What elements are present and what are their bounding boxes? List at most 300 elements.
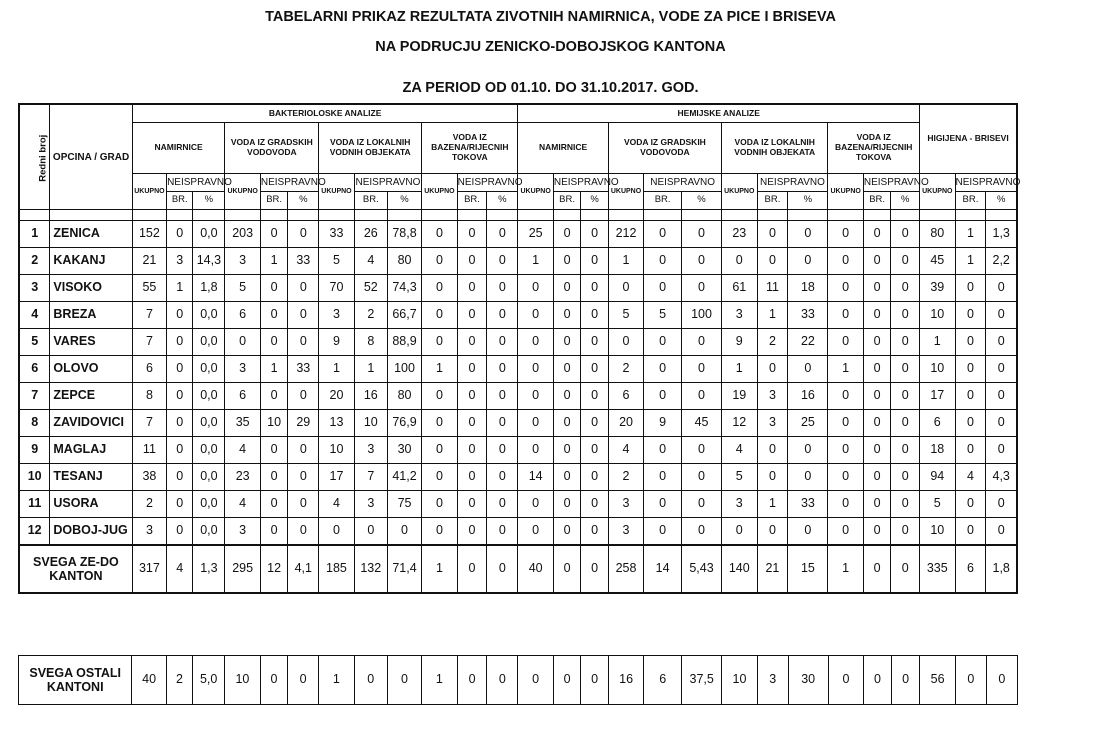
value-cell: 21: [132, 248, 166, 275]
value-cell: 0: [518, 302, 553, 329]
value-cell: 0: [955, 518, 986, 546]
other-value-cell: 10: [722, 656, 758, 705]
other-value-cell: 30: [788, 656, 828, 705]
value-cell: 0: [487, 383, 518, 410]
group-higijena-brisevi: HIGIJENA - BRISEVI: [920, 104, 1017, 174]
hem-lokalni-br: BR.: [757, 192, 788, 210]
value-cell: 1: [955, 221, 986, 248]
value-cell: 0: [581, 329, 608, 356]
value-cell: 0: [518, 410, 553, 437]
value-cell: 0: [260, 383, 287, 410]
gap-cell: [518, 210, 553, 221]
value-cell: 30: [387, 437, 421, 464]
municipality-name: DOBOJ-JUG: [50, 518, 132, 546]
other-value-cell: 0: [828, 656, 864, 705]
value-cell: 0: [457, 437, 487, 464]
value-cell: 0: [553, 491, 580, 518]
hem-lokalni-neispravno: NEISPRAVNO: [757, 174, 828, 192]
other-value-cell: 1: [319, 656, 355, 705]
value-cell: 33: [788, 302, 828, 329]
bakt-bazeni-ukupno: UKUPNO: [422, 174, 457, 210]
value-cell: 0: [828, 410, 863, 437]
value-cell: 61: [722, 275, 757, 302]
total-value-cell: 258: [608, 545, 643, 593]
gap-cell: [132, 210, 166, 221]
value-cell: 20: [608, 410, 643, 437]
other-value-cell: 56: [920, 656, 956, 705]
value-cell: 0: [581, 221, 608, 248]
value-cell: 0: [891, 491, 920, 518]
hem-lokalni-ukupno: UKUPNO: [722, 174, 757, 210]
value-cell: 41,2: [387, 464, 421, 491]
report-title-line2: NA PODRUCJU ZENICKO-DOBOJSKOG KANTONA: [375, 39, 726, 55]
value-cell: 0: [581, 302, 608, 329]
row-number: 2: [19, 248, 50, 275]
value-cell: 23: [722, 221, 757, 248]
bakt-namirnice: NAMIRNICE: [132, 123, 225, 174]
bakt-lokalni-br: BR.: [354, 192, 387, 210]
value-cell: 0: [828, 464, 863, 491]
total-value-cell: 21: [757, 545, 788, 593]
total-value-cell: 295: [225, 545, 260, 593]
group-hemijske: HEMIJSKE ANALIZE: [518, 104, 920, 123]
value-cell: 25: [788, 410, 828, 437]
value-cell: 5: [722, 464, 757, 491]
value-cell: 70: [319, 275, 354, 302]
value-cell: 33: [288, 248, 319, 275]
value-cell: 0: [260, 329, 287, 356]
value-cell: 0: [581, 383, 608, 410]
other-value-cell: 0: [288, 656, 319, 705]
other-value-cell: 0: [955, 656, 986, 705]
municipality-name: ZAVIDOVICI: [50, 410, 132, 437]
value-cell: 0: [422, 410, 457, 437]
value-cell: 0: [260, 437, 287, 464]
municipality-name: BREZA: [50, 302, 132, 329]
hem-namirnice-pct: %: [581, 192, 608, 210]
value-cell: 9: [319, 329, 354, 356]
value-cell: 0: [788, 248, 828, 275]
value-cell: 0: [863, 383, 890, 410]
value-cell: 0: [457, 410, 487, 437]
other-value-cell: 0: [457, 656, 487, 705]
row-number: 6: [19, 356, 50, 383]
value-cell: 0,0: [193, 221, 225, 248]
value-cell: 45: [682, 410, 722, 437]
value-cell: 0: [788, 356, 828, 383]
municipality-name: KAKANJ: [50, 248, 132, 275]
value-cell: 0: [518, 437, 553, 464]
value-cell: 0: [260, 464, 287, 491]
value-cell: 4: [354, 248, 387, 275]
row-number: 11: [19, 491, 50, 518]
gap-cell: [319, 210, 354, 221]
other-value-cell: 0: [891, 656, 920, 705]
value-cell: 0: [955, 437, 986, 464]
value-cell: 0: [422, 302, 457, 329]
value-cell: 45: [920, 248, 955, 275]
gap-cell: [722, 210, 757, 221]
col-opcina-grad: OPCINA / GRAD: [50, 104, 132, 210]
other-cantons-table: [18, 655, 1018, 705]
value-cell: 0: [644, 383, 682, 410]
value-cell: 17: [319, 464, 354, 491]
value-cell: 5: [225, 275, 260, 302]
value-cell: 0: [457, 383, 487, 410]
value-cell: 1: [354, 356, 387, 383]
total-value-cell: 140: [722, 545, 757, 593]
value-cell: 1: [608, 248, 643, 275]
other-value-cell: 0: [581, 656, 608, 705]
value-cell: 0: [457, 221, 487, 248]
value-cell: 0: [288, 491, 319, 518]
value-cell: 0: [644, 221, 682, 248]
total-value-cell: 4: [167, 545, 193, 593]
value-cell: 0: [581, 248, 608, 275]
gap-cell: [863, 210, 890, 221]
value-cell: 1: [955, 248, 986, 275]
value-cell: 1: [422, 356, 457, 383]
value-cell: 4: [225, 491, 260, 518]
value-cell: 94: [920, 464, 955, 491]
value-cell: 3: [722, 491, 757, 518]
municipality-name: ZEPCE: [50, 383, 132, 410]
value-cell: 75: [387, 491, 421, 518]
hem-bazeni-ukupno: UKUPNO: [828, 174, 863, 210]
value-cell: 0: [487, 437, 518, 464]
other-value-cell: 3: [757, 656, 788, 705]
value-cell: 10: [920, 302, 955, 329]
value-cell: 0: [828, 329, 863, 356]
value-cell: 0: [891, 518, 920, 546]
value-cell: 100: [387, 356, 421, 383]
value-cell: 0: [288, 221, 319, 248]
value-cell: 3: [354, 491, 387, 518]
bakt-bazeni-br: BR.: [457, 192, 487, 210]
value-cell: 0: [581, 464, 608, 491]
value-cell: 0: [581, 275, 608, 302]
value-cell: 0: [682, 356, 722, 383]
value-cell: 76,9: [387, 410, 421, 437]
value-cell: 0: [682, 248, 722, 275]
value-cell: 0: [828, 248, 863, 275]
value-cell: 212: [608, 221, 643, 248]
value-cell: 0: [167, 410, 193, 437]
value-cell: 0: [487, 464, 518, 491]
value-cell: 80: [387, 248, 421, 275]
value-cell: 13: [319, 410, 354, 437]
value-cell: 0,0: [193, 518, 225, 546]
other-value-cell: 6: [644, 656, 682, 705]
value-cell: 0: [457, 464, 487, 491]
value-cell: 0: [644, 248, 682, 275]
value-cell: 6: [920, 410, 955, 437]
value-cell: 1,3: [986, 221, 1017, 248]
value-cell: 0: [828, 383, 863, 410]
total-row: [19, 545, 1017, 593]
value-cell: 0: [518, 275, 553, 302]
value-cell: 0: [788, 464, 828, 491]
value-cell: 0: [955, 383, 986, 410]
value-cell: 0: [260, 518, 287, 546]
hem-lokalni-pct: %: [788, 192, 828, 210]
total-value-cell: 71,4: [387, 545, 421, 593]
value-cell: 1: [722, 356, 757, 383]
value-cell: 29: [288, 410, 319, 437]
value-cell: 0: [487, 329, 518, 356]
value-cell: 0: [288, 275, 319, 302]
value-cell: 0: [788, 437, 828, 464]
value-cell: 0: [487, 248, 518, 275]
value-cell: 10: [319, 437, 354, 464]
value-cell: 4: [608, 437, 643, 464]
gap-cell: [788, 210, 828, 221]
municipality-name: VISOKO: [50, 275, 132, 302]
value-cell: 0: [422, 437, 457, 464]
value-cell: 16: [788, 383, 828, 410]
bakt-gradski-neispravno: NEISPRAVNO: [260, 174, 318, 192]
value-cell: 1: [757, 302, 788, 329]
value-cell: 0: [553, 410, 580, 437]
higijena-neispravno: NEISPRAVNO: [955, 174, 1017, 192]
total-value-cell: 132: [354, 545, 387, 593]
other-value-cell: 0: [553, 656, 580, 705]
total-value-cell: 1: [828, 545, 863, 593]
value-cell: 20: [319, 383, 354, 410]
municipality-name: OLOVO: [50, 356, 132, 383]
value-cell: 0: [167, 518, 193, 546]
other-value-cell: 16: [608, 656, 644, 705]
gap-cell: [225, 210, 260, 221]
value-cell: 0: [457, 275, 487, 302]
report-title-line1: TABELARNI PRIKAZ REZULTATA ZIVOTNIH NAMIRNICA, VODE ZA PICE I BRISEVA: [265, 9, 836, 25]
value-cell: 0: [288, 437, 319, 464]
table-row: [19, 518, 1017, 546]
value-cell: 0: [757, 437, 788, 464]
bakt-namirnice-pct: %: [193, 192, 225, 210]
higijena-pct: %: [986, 192, 1017, 210]
total-value-cell: 0: [553, 545, 580, 593]
value-cell: 1: [260, 248, 287, 275]
value-cell: 0: [682, 329, 722, 356]
value-cell: 8: [354, 329, 387, 356]
municipality-name: MAGLAJ: [50, 437, 132, 464]
other-value-cell: 2: [166, 656, 192, 705]
value-cell: 0: [682, 464, 722, 491]
row-number: 7: [19, 383, 50, 410]
other-value-cell: 0: [518, 656, 554, 705]
value-cell: 1,8: [193, 275, 225, 302]
bakt-namirnice-neispravno: NEISPRAVNO: [167, 174, 225, 192]
value-cell: 0: [863, 302, 890, 329]
value-cell: 0: [757, 464, 788, 491]
value-cell: 0: [722, 518, 757, 546]
value-cell: 0,0: [193, 356, 225, 383]
gap-cell: [422, 210, 457, 221]
bakt-lokalni-pct: %: [387, 192, 421, 210]
group-bakterioloske: BAKTERIOLOSKE ANALIZE: [132, 104, 518, 123]
value-cell: 0: [167, 356, 193, 383]
municipality-name: VARES: [50, 329, 132, 356]
value-cell: 4: [955, 464, 986, 491]
hem-namirnice: NAMIRNICE: [518, 123, 608, 174]
hem-gradski-ukupno: UKUPNO: [608, 174, 643, 210]
bakt-bazeni-pct: %: [487, 192, 518, 210]
other-value-cell: 0: [986, 656, 1017, 705]
value-cell: 0: [167, 491, 193, 518]
value-cell: 0: [553, 383, 580, 410]
value-cell: 0: [722, 248, 757, 275]
value-cell: 0: [682, 221, 722, 248]
value-cell: 0: [354, 518, 387, 546]
value-cell: 0: [986, 329, 1017, 356]
value-cell: 0: [891, 383, 920, 410]
value-cell: 3: [132, 518, 166, 546]
value-cell: 0: [288, 329, 319, 356]
value-cell: 0: [387, 518, 421, 546]
value-cell: 0: [457, 491, 487, 518]
gap-cell: [288, 210, 319, 221]
value-cell: 0: [644, 518, 682, 546]
total-value-cell: 12: [260, 545, 287, 593]
row-number: 8: [19, 410, 50, 437]
gap-cell: [986, 210, 1017, 221]
value-cell: 1: [167, 275, 193, 302]
gap-cell: [487, 210, 518, 221]
value-cell: 55: [132, 275, 166, 302]
table-row: [19, 302, 1017, 329]
value-cell: 0: [644, 356, 682, 383]
value-cell: 0: [986, 491, 1017, 518]
value-cell: 0: [422, 248, 457, 275]
value-cell: 0: [581, 491, 608, 518]
value-cell: 0: [422, 329, 457, 356]
value-cell: 0: [260, 221, 287, 248]
value-cell: 4,3: [986, 464, 1017, 491]
row-number: 12: [19, 518, 50, 546]
municipality-name: ZENICA: [50, 221, 132, 248]
value-cell: 0: [955, 329, 986, 356]
value-cell: 0: [581, 437, 608, 464]
value-cell: 7: [132, 329, 166, 356]
value-cell: 0: [457, 356, 487, 383]
value-cell: 0: [863, 410, 890, 437]
value-cell: 88,9: [387, 329, 421, 356]
gap-cell: [354, 210, 387, 221]
table-row: [19, 248, 1017, 275]
value-cell: 0: [828, 491, 863, 518]
value-cell: 0: [757, 221, 788, 248]
value-cell: 0: [644, 329, 682, 356]
value-cell: 0,0: [193, 383, 225, 410]
value-cell: 0: [863, 221, 890, 248]
gap-cell: [387, 210, 421, 221]
value-cell: 0: [863, 437, 890, 464]
value-cell: 3: [757, 410, 788, 437]
value-cell: 10: [920, 518, 955, 546]
value-cell: 35: [225, 410, 260, 437]
hem-bazeni-pct: %: [891, 192, 920, 210]
value-cell: 0: [828, 221, 863, 248]
higijena-br: BR.: [955, 192, 986, 210]
total-value-cell: 1,3: [193, 545, 225, 593]
value-cell: 0: [828, 275, 863, 302]
table-row: [19, 221, 1017, 248]
value-cell: 0: [457, 329, 487, 356]
value-cell: 9: [644, 410, 682, 437]
value-cell: 0: [457, 518, 487, 546]
gap-cell: [457, 210, 487, 221]
value-cell: 22: [788, 329, 828, 356]
value-cell: 0: [319, 518, 354, 546]
value-cell: 78,8: [387, 221, 421, 248]
value-cell: 0: [167, 221, 193, 248]
value-cell: 0: [260, 491, 287, 518]
value-cell: 0: [891, 356, 920, 383]
total-value-cell: 4,1: [288, 545, 319, 593]
value-cell: 0: [986, 437, 1017, 464]
total-label: SVEGA ZE-DO KANTON: [19, 545, 132, 593]
value-cell: 18: [920, 437, 955, 464]
value-cell: 0: [608, 275, 643, 302]
value-cell: 0: [487, 275, 518, 302]
total-value-cell: 0: [457, 545, 487, 593]
value-cell: 0: [581, 410, 608, 437]
value-cell: 2: [757, 329, 788, 356]
value-cell: 0: [682, 437, 722, 464]
value-cell: 0: [487, 410, 518, 437]
total-value-cell: 0: [487, 545, 518, 593]
value-cell: 0,0: [193, 329, 225, 356]
value-cell: 0: [225, 329, 260, 356]
municipality-name: TESANJ: [50, 464, 132, 491]
total-value-cell: 0: [891, 545, 920, 593]
value-cell: 2,2: [986, 248, 1017, 275]
value-cell: 0: [608, 329, 643, 356]
value-cell: 3: [225, 356, 260, 383]
value-cell: 0: [891, 275, 920, 302]
value-cell: 0: [828, 518, 863, 546]
value-cell: 0: [891, 410, 920, 437]
value-cell: 14: [518, 464, 553, 491]
value-cell: 1: [518, 248, 553, 275]
value-cell: 0,0: [193, 437, 225, 464]
value-cell: 0: [682, 383, 722, 410]
value-cell: 80: [387, 383, 421, 410]
value-cell: 0: [986, 356, 1017, 383]
value-cell: 0: [167, 383, 193, 410]
bakt-lokalni-ukupno: UKUPNO: [319, 174, 354, 210]
value-cell: 23: [225, 464, 260, 491]
value-cell: 0: [553, 302, 580, 329]
bakt-namirnice-ukupno: UKUPNO: [132, 174, 166, 210]
value-cell: 0: [757, 356, 788, 383]
hem-gradski-pct: %: [682, 192, 722, 210]
other-value-cell: 5,0: [193, 656, 225, 705]
value-cell: 0: [986, 302, 1017, 329]
value-cell: 0: [167, 464, 193, 491]
value-cell: 0: [863, 464, 890, 491]
value-cell: 100: [682, 302, 722, 329]
hem-namirnice-ukupno: UKUPNO: [518, 174, 553, 210]
value-cell: 3: [608, 518, 643, 546]
value-cell: 7: [132, 302, 166, 329]
value-cell: 1: [260, 356, 287, 383]
gap-cell: [193, 210, 225, 221]
value-cell: 0: [644, 491, 682, 518]
value-cell: 0: [644, 275, 682, 302]
value-cell: 26: [354, 221, 387, 248]
